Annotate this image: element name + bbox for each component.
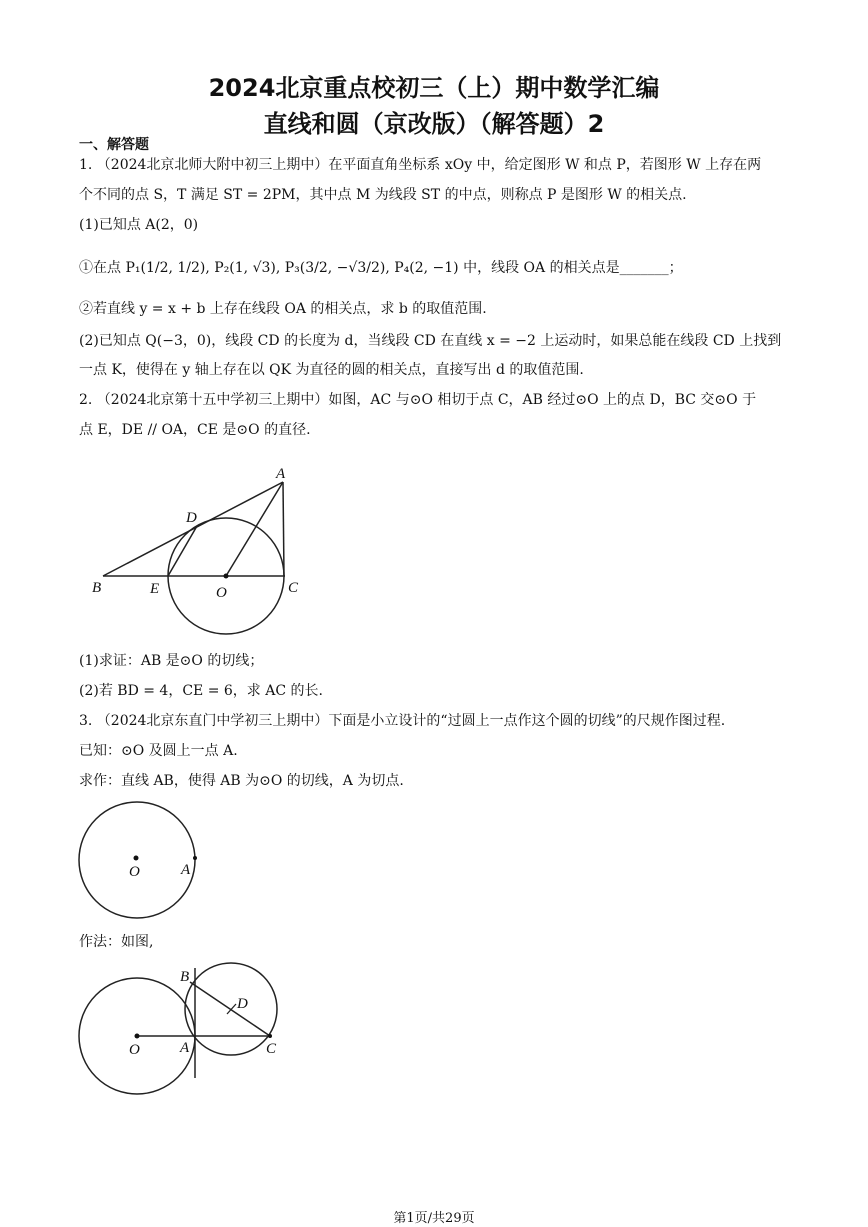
q2-label-e: E <box>150 581 160 597</box>
page-footer: 第1页/共29页 <box>393 1211 475 1226</box>
q1-line-6: (2)已知点 Q(−3，0)，线段 CD 的长度为 d，当线段 CD 在直线 x = −2 上运动时，如果总能在线段 CD 上找到 <box>79 333 782 349</box>
section-heading: 一、解答题 <box>79 137 149 153</box>
q3-line-3: 求作：直线 AB，使得 AB 为⊙O 的切线，A 为切点. <box>79 773 404 789</box>
q3-line-bc <box>190 982 270 1036</box>
q3-given-point-a <box>193 856 197 860</box>
q3-given-center-dot <box>134 856 139 861</box>
q1-line-5: ②若直线 y = x + b 上存在线段 OA 的相关点，求 b 的取值范围. <box>79 301 487 317</box>
q2-line-3: (1)求证：AB 是⊙O 的切线； <box>79 653 264 669</box>
q2-label-c: C <box>288 580 299 596</box>
q2-label-b: B <box>92 580 102 596</box>
q3-center-dot <box>135 1034 140 1039</box>
page-title: 2024北京重点校初三（上）期中数学汇编 <box>208 74 660 102</box>
q3-figure-given <box>78 800 198 920</box>
q2-line-de <box>168 526 197 576</box>
q3-point-c <box>268 1034 272 1038</box>
q2-label-o: O <box>216 585 227 601</box>
q3-label-a: A <box>180 1040 190 1056</box>
q1-line-7: 一点 K，使得在 y 轴上存在以 QK 为直径的圆的相关点，直接写出 d 的取值范围. <box>79 362 584 378</box>
q1-line-2: 个不同的点 S，T 满足 ST = 2PM，其中点 M 为线段 ST 的中点，则称点 P 是图形 W 的相关点. <box>79 187 687 203</box>
q3-line-4: 作法：如图, <box>79 934 154 950</box>
q2-label-a: A <box>276 466 286 482</box>
q1-line-1: 1. （2024北京北师大附中初三上期中）在平面直角坐标系 xOy 中，给定图形 W 和点 P，若图形 W 上存在两 <box>79 157 762 173</box>
q3-label-c: C <box>266 1041 277 1057</box>
q2-label-d: D <box>186 510 197 526</box>
q2-figure <box>80 460 320 640</box>
q1-line-3: (1)已知点 A(2，0) <box>79 217 199 233</box>
q2-center-dot <box>224 574 229 579</box>
q1-line-4: ①在点 P₁(1/2, 1/2), P₂(1, √3), P₃(3/2, −√3/2), P₄(2, −1) 中，线段 OA 的相关点是_______； <box>79 260 683 276</box>
q2-line-4: (2)若 BD = 4，CE = 6，求 AC 的长. <box>79 683 323 699</box>
q3-given-label-o: O <box>129 864 140 880</box>
page-subtitle: 直线和圆（京改版）（解答题）2 <box>263 110 605 138</box>
q2-line-ac <box>283 482 284 576</box>
q3-label-o: O <box>129 1042 140 1058</box>
q2-line-ab <box>103 482 283 576</box>
q3-line-1: 3. （2024北京东直门中学初三上期中）下面是小立设计的“过圆上一点作这个圆的切线”的尺规作图过程. <box>79 713 726 729</box>
q3-line-2: 已知：⊙O 及圆上一点 A. <box>79 743 238 759</box>
q3-given-label-a: A <box>181 862 191 878</box>
q3-label-b: B <box>180 969 190 985</box>
q2-line-1: 2. （2024北京第十五中学初三上期中）如图，AC 与⊙O 相切于点 C，AB 经过⊙O 上的点 D，BC 交⊙O 于 <box>79 392 757 408</box>
q2-line-2: 点 E，DE // OA，CE 是⊙O 的直径. <box>79 422 311 438</box>
q3-label-d: D <box>237 996 248 1012</box>
q3-figure-construction <box>78 960 288 1080</box>
